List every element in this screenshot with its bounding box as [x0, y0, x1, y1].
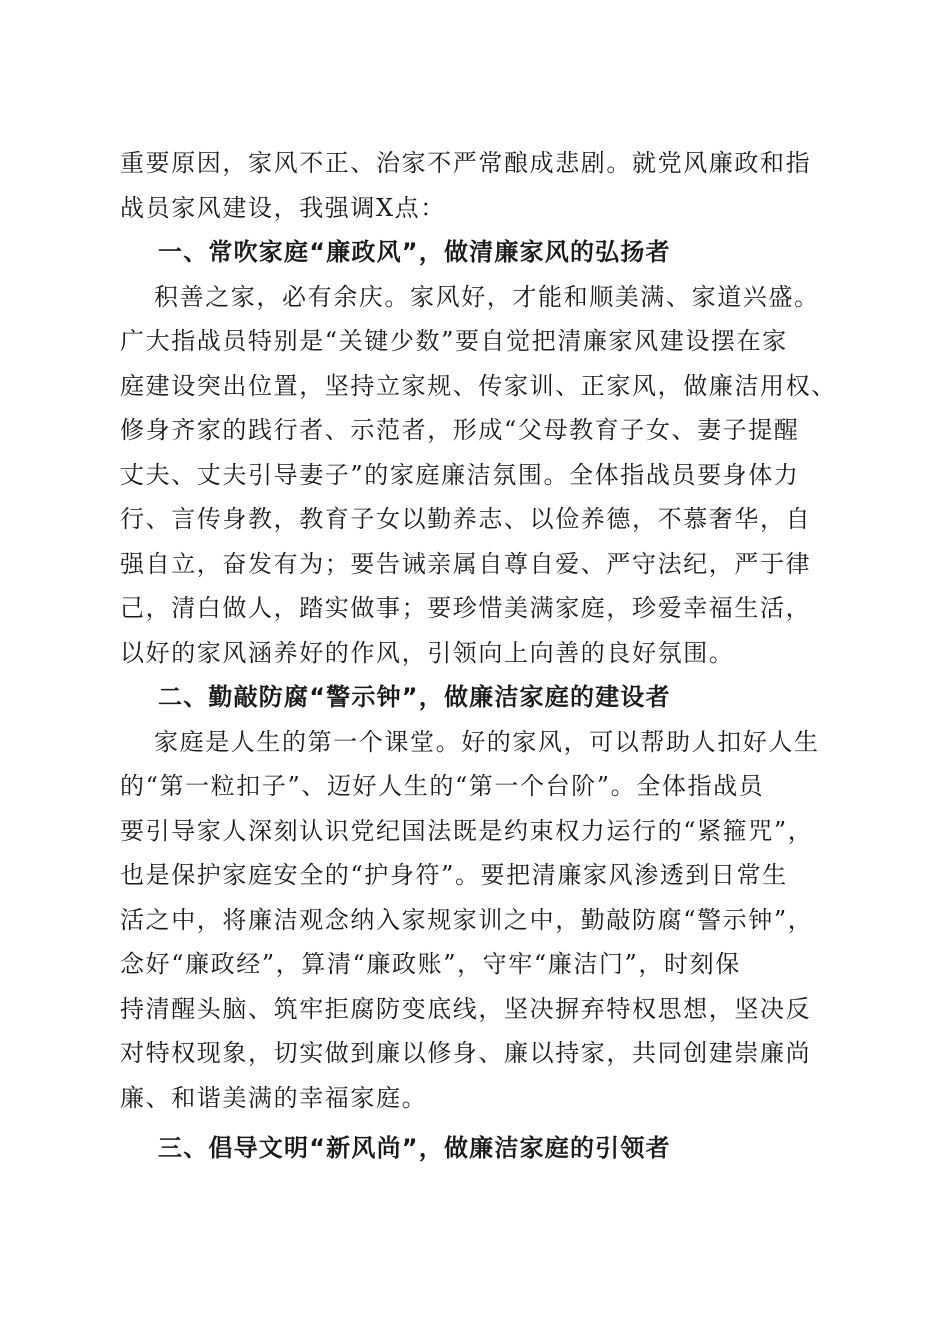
paragraph-line: 对特权现象，切实做到廉以修身、廉以持家，共同创建崇廉尚 [120, 1039, 812, 1067]
paragraph-line: 己，清白做人，踏实做事；要珍惜美满家庭，珍爱幸福生活， [120, 594, 812, 622]
paragraph-line: 修身齐家的践行者、示范者，形成“父母教育子女、妻子提醒 [120, 416, 800, 444]
paragraph-line: 重要原因，家风不正、治家不严常酿成悲剧。就党风廉政和指 [120, 149, 812, 177]
paragraph-line: 庭建设突出位置，坚持立家规、传家训、正家风，做廉洁用权、 [120, 371, 837, 400]
paragraph-line: 活之中，将廉洁观念纳入家规家训之中，勤敲防腐“警示钟”， [120, 905, 814, 934]
paragraph-line: 廉、和谐美满的幸福家庭。 [120, 1083, 428, 1112]
paragraph-line: 念好“廉政经”，算清“廉政账”，守牢“廉洁门”，时刻保 [120, 950, 741, 978]
paragraph-line: 丈夫、丈夫引导妻子”的家庭廉洁氛围。全体指战员要身体力 [120, 460, 800, 489]
paragraph-line: 家庭是人生的第一个课堂。好的家风，可以帮助人扣好人生 [154, 727, 820, 756]
section-1-heading: 一、常吹家庭“廉政风”，做清廉家风的弘扬者 [158, 238, 671, 266]
paragraph-line: 强自立，奋发有为；要告诫亲属自尊自爱、严守法纪，严于律 [120, 549, 812, 578]
document-body [120, 141, 837, 1171]
paragraph-line: 以好的家风涵养好的作风，引领向上向善的良好氛围。 [120, 638, 735, 667]
section-3-heading: 三、倡导文明“新风尚”，做廉洁家庭的引领者 [158, 1134, 671, 1162]
paragraph-line: 战员家风建设，我强调X点： [120, 193, 446, 222]
paragraph-line: 的“第一粒扣子”、迈好人生的“第一个台阶”。全体指战员 [120, 772, 765, 800]
section-2-paragraph [120, 720, 830, 1121]
paragraph-line: 行、言传身教，教育子女以勤养志、以俭养德，不慕奢华，自 [120, 505, 812, 533]
paragraph-line: 积善之家，必有余庆。家风好，才能和顺美满、家道兴盛。 [154, 282, 820, 311]
section-1-paragraph [120, 275, 837, 676]
paragraph-line: 也是保护家庭安全的“护身符”。要把清廉家风渗透到日常生 [120, 861, 788, 889]
intro-paragraph [120, 141, 830, 230]
paragraph-line: 要引导家人深刻认识党纪国法既是约束权力运行的“紧箍咒”， [120, 816, 814, 845]
paragraph-line: 持清醒头脑、筑牢拒腐防变底线，坚决摒弃特权思想，坚决反 [120, 994, 812, 1023]
paragraph-line: 广大指战员特别是“关键少数”要自觉把清廉家风建设摆在家 [120, 327, 788, 355]
section-2-heading: 二、勤敲防腐“警示钟”，做廉洁家庭的建设者 [158, 683, 671, 711]
